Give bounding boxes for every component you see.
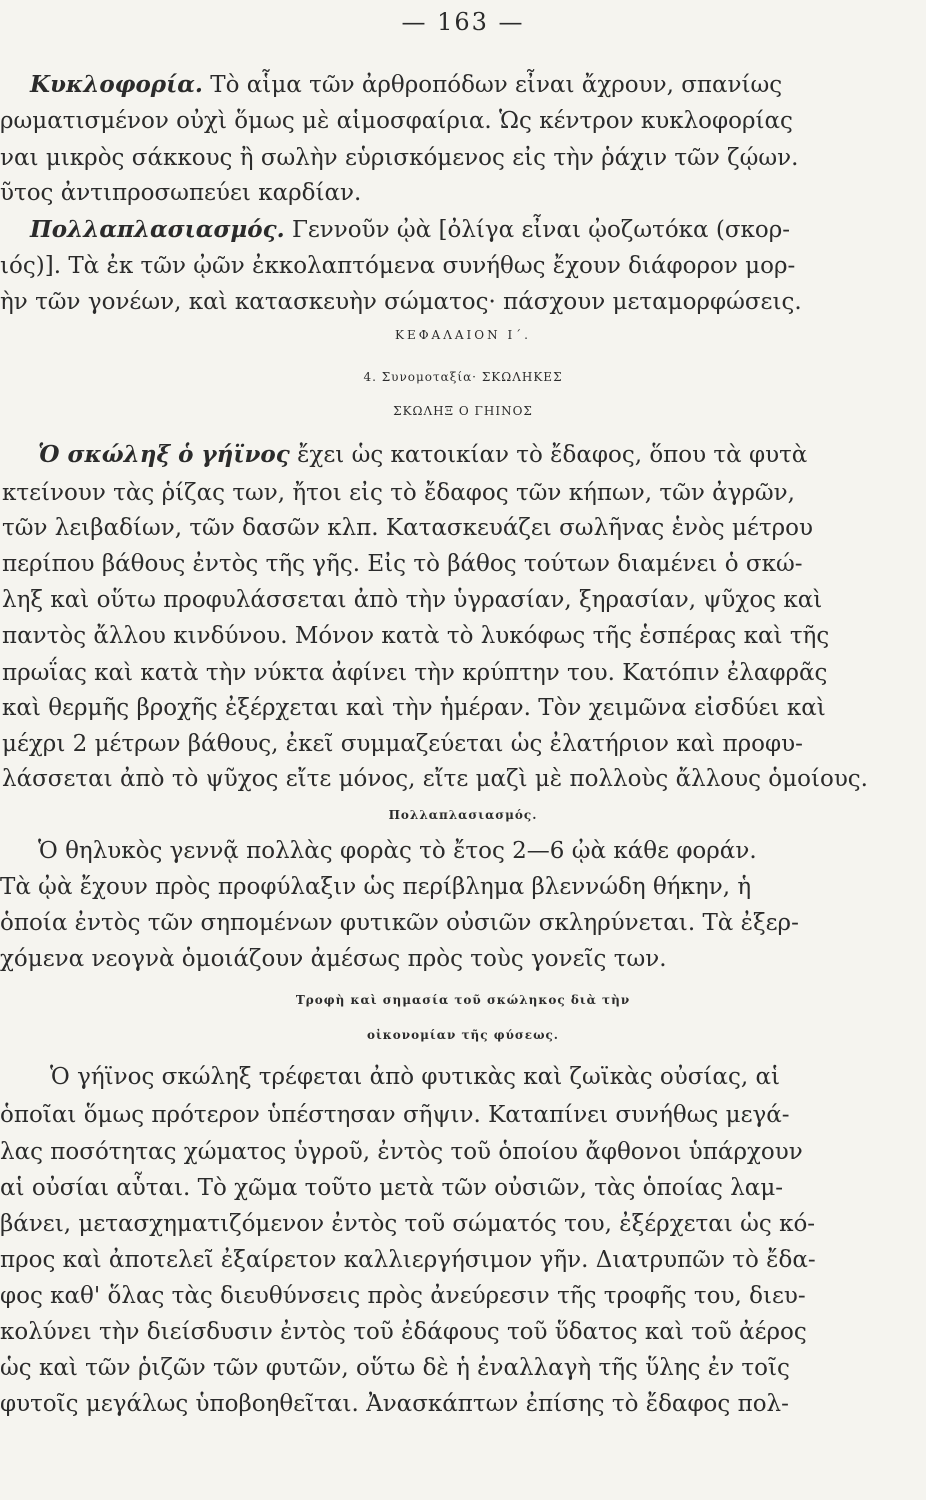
- paragraph-line: μέχρι 2 μέτρων βάθους, ἐκεῖ συμμαζεύεται ὡς ἐλατήριον καὶ προφυ-: [2, 731, 803, 757]
- paragraph-line: ὴν τῶν γονέων, καὶ κατασκευὴν σώματος· πάσχουν μεταμορφώσεις.: [0, 289, 802, 315]
- paragraph-line: αἱ οὐσίαι αὗται. Τὸ χῶμα τοῦτο μετὰ τῶν οὐσιῶν, τὰς ὁποίας λαμ-: [0, 1175, 784, 1201]
- paragraph-line: ὡς καὶ τῶν ῥιζῶν τῶν φυτῶν, οὕτω δὲ ἡ ἐναλλαγὴ τῆς ὕλης ἐν τοῖς: [0, 1355, 790, 1381]
- page-number: — 163 —: [401, 8, 525, 36]
- paragraph-line: λάσσεται ἀπὸ τὸ ψῦχος εἴτε μόνος, εἴτε μαζὶ μὲ πολλοὺς ἄλλους ὁμοίους.: [2, 766, 868, 792]
- section-title-reproduction: Πολλαπλασιασμός.: [30, 216, 285, 243]
- paragraph-line: πρωΐας καὶ κατὰ τὴν νύκτα ἀφίνει τὴν κρύπτην του. Κατόπιν ἐλαφρᾶς: [2, 660, 828, 686]
- paragraph-line: ιός)]. Τὰ ἐκ τῶν ᾠῶν ἐκκολαπτόμενα συνήθως ἔχουν διάφορον μορ-: [0, 253, 796, 279]
- line-text: Γεννοῦν ᾠὰ [ὀλίγα εἶναι ᾠοζωτόκα (σκορ-: [291, 217, 791, 243]
- section-title-circulation: Κυκλοφορία.: [30, 71, 203, 98]
- paragraph-line: [30, 215, 790, 245]
- paragraph-line: [30, 70, 782, 100]
- paragraph-line: ρωματισμένον οὐχὶ ὅμως μὲ αἱμοσφαίρια. Ὡς κέντρον κυκλοφορίας: [0, 108, 793, 134]
- line-text: ἔχει ὡς κατοικίαν τὸ ἔδαφος, ὅπου τὰ φυτὰ: [297, 442, 808, 468]
- line-text: Τὸ αἷμα τῶν ἀρθροπόδων εἶναι ἄχρουν, σπανίως: [210, 72, 783, 98]
- paragraph-line: [38, 440, 807, 470]
- paragraph-line: Τὰ ᾠὰ ἔχουν πρὸς προφύλαξιν ὡς περίβλημα βλεννώδη θήκην, ἡ: [0, 874, 752, 900]
- paragraph-line: κολύνει τὴν διείσδυσιν ἐντὸς τοῦ ἐδάφους τοῦ ὕδατος καὶ τοῦ ἀέρος: [0, 1319, 807, 1345]
- paragraph-line: καὶ θερμῆς βροχῆς ἐξέρχεται καὶ τὴν ἡμέραν. Τὸν χειμῶνα εἰσδύει καὶ: [2, 695, 826, 721]
- paragraph-line: περίπου βάθους ἐντὸς τῆς γῆς. Εἰς τὸ βάθος τούτων διαμένει ὁ σκώ-: [2, 551, 803, 577]
- paragraph-line: ῦτος ἀντιπροσωπεύει καρδίαν.: [0, 180, 362, 206]
- paragraph-line: κτείνουν τὰς ῥίζας των, ἤτοι εἰς τὸ ἔδαφος τῶν κήπων, τῶν ἀγρῶν,: [2, 480, 795, 506]
- paragraph-line: Ὁ γήϊνος σκώληξ τρέφεται ἀπὸ φυτικὰς καὶ ζωϊκὰς οὐσίας, αἱ: [50, 1064, 781, 1090]
- section-title-earthworm: Ὁ σκώληξ ὁ γήϊνος: [38, 441, 290, 468]
- paragraph-line: φος καθ' ὅλας τὰς διευθύνσεις πρὸς ἀνεύρεσιν τῆς τροφῆς του, διευ-: [0, 1283, 806, 1309]
- paragraph-line: παντὸς ἄλλου κινδύνου. Μόνον κατὰ τὸ λυκόφως τῆς ἑσπέρας καὶ τῆς: [2, 623, 830, 649]
- paragraph-line: ὁποῖαι ὅμως πρότερον ὑπέστησαν σῆψιν. Καταπίνει συνήθως μεγά-: [0, 1102, 790, 1128]
- chapter-heading: ΚΕΦΑΛΑΙΟΝ Ι΄.: [394, 328, 531, 342]
- paragraph-line: ληξ καὶ οὕτω προφυλάσσεται ἀπὸ τὴν ὑγρασίαν, ξηρασίαν, ψῦχος καὶ: [2, 587, 823, 613]
- paragraph-line: βάνει, μετασχηματιζόμενον ἐντὸς τοῦ σώματός του, ἐξέρχεται ὡς κό-: [0, 1211, 816, 1237]
- paragraph-line: φυτοῖς μεγάλως ὑποβοηθεῖται. Ἀνασκάπτων ἐπίσης τὸ ἔδαφος πολ-: [0, 1391, 789, 1417]
- species-heading: ΣΚΩΛΗΞ Ο ΓΗΙΝΟΣ: [393, 404, 533, 418]
- paragraph-line: ὁποία ἐντὸς τῶν σηπομένων φυτικῶν οὐσιῶν σκληρύνεται. Τὰ ἐξερ-: [0, 910, 799, 936]
- paragraph-line: λας ποσότητας χώματος ὑγροῦ, ἐντὸς τοῦ ὁποίου ἄφθονοι ὑπάρχουν: [0, 1139, 803, 1165]
- paragraph-line: Ὁ θηλυκὸς γεννᾷ πολλὰς φορὰς τὸ ἔτος 2—6 ᾠὰ κάθε φοράν.: [38, 838, 757, 864]
- paragraph-line: χόμενα νεογνὰ ὁμοιάζουν ἀμέσως πρὸς τοὺς γονεῖς των.: [0, 946, 667, 972]
- section-title-food-line1: Τροφὴ καὶ σημασία τοῦ σκώληκος διὰ τὴν: [295, 993, 631, 1007]
- paragraph-line: προς καὶ ἀποτελεῖ ἐξαίρετον καλλιεργήσιμον γῆν. Διατρυπῶν τὸ ἔδα-: [0, 1247, 816, 1273]
- section-title-food-line2: οἰκονομίαν τῆς φύσεως.: [367, 1028, 559, 1042]
- section-title-reproduction-2: Πολλαπλασιασμός.: [388, 808, 538, 822]
- order-heading: 4. Συνομοταξία· ΣΚΩΛΗΚΕΣ: [363, 370, 563, 384]
- paragraph-line: τῶν λειβαδίων, τῶν δασῶν κλπ. Κατασκευάζει σωλῆνας ἑνὸς μέτρου: [2, 515, 813, 541]
- paragraph-line: ναι μικρὸς σάκκους ἢ σωλὴν εὑρισκόμενος εἰς τὴν ῥάχιν τῶν ζῴων.: [0, 145, 799, 171]
